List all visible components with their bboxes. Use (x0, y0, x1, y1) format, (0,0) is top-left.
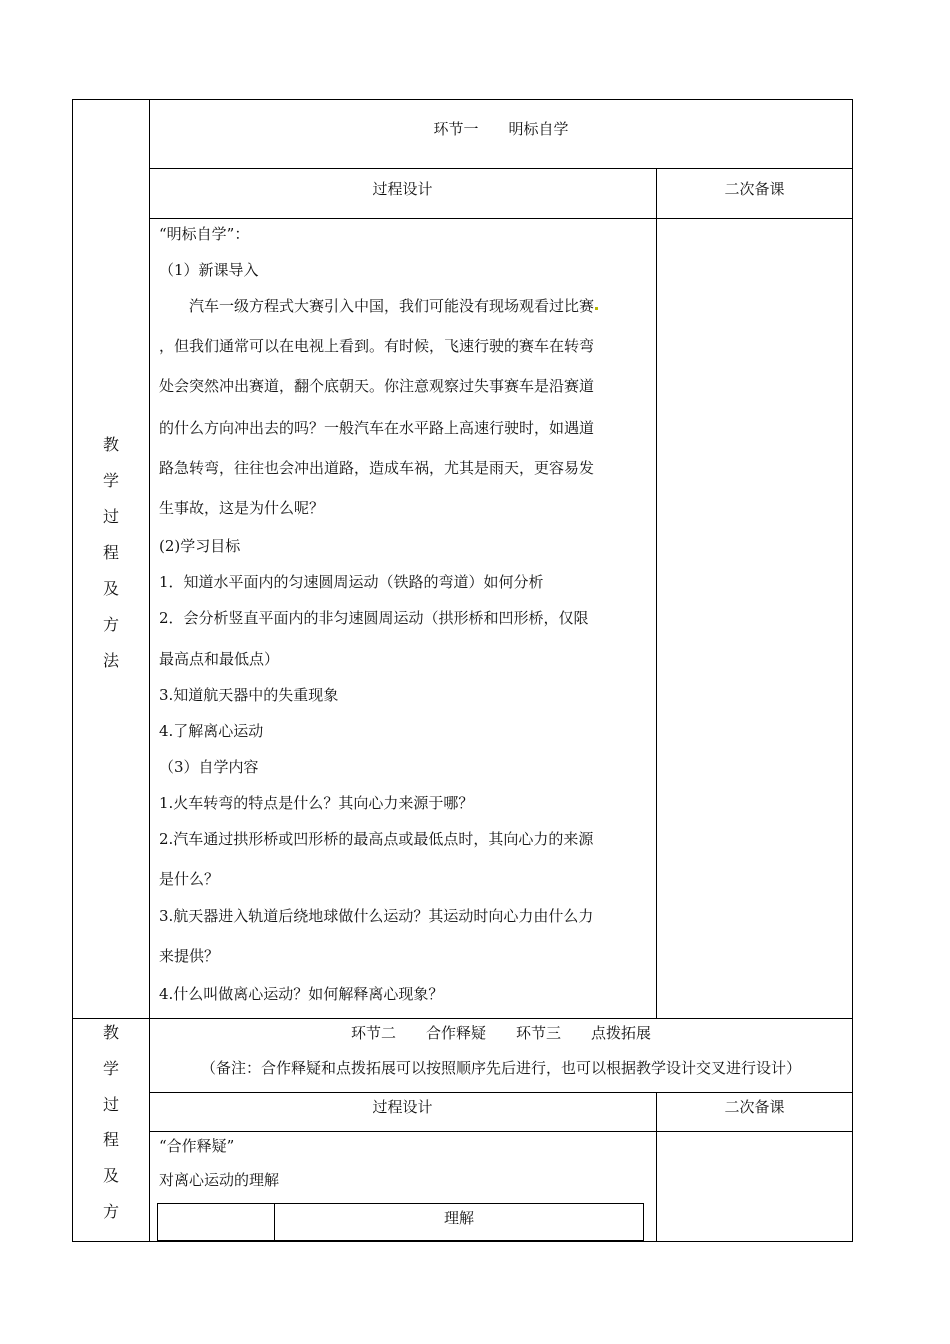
section2-line: 对离心运动的理解 (159, 1171, 280, 1189)
section1-prep-divider (656, 168, 657, 1019)
section2-title-divider (149, 1092, 853, 1093)
body-line: （1）新课导入 (159, 261, 259, 279)
inner-table-top (157, 1203, 644, 1204)
table-border-top (72, 99, 853, 100)
body-line: 4.什么叫做离心运动？如何解释离心现象？ (159, 985, 444, 1003)
body-line: 的什么方向冲出去的吗？一般汽车在水平路上高速行驶时，如遇道 (159, 419, 595, 437)
body-line: 1.火车转弯的特点是什么？其向心力来源于哪？ (159, 794, 474, 812)
side-char: 法 (102, 651, 119, 670)
body-line: 来提供？ (159, 947, 220, 965)
side-char: 程 (102, 1130, 119, 1149)
side-char: 学 (102, 471, 119, 490)
table-border-left (72, 99, 73, 1242)
section1-prep-header: 二次备课 (724, 180, 785, 198)
side-char: 过 (102, 1095, 119, 1114)
body-line: 2.汽车通过拱形桥或凹形桥的最高点或最低点时，其向心力的来源 (159, 830, 594, 848)
section1-title: 环节一 明标自学 (433, 120, 569, 138)
inner-table-header: 理解 (443, 1209, 474, 1227)
side-char: 程 (102, 543, 119, 562)
inner-table-right (643, 1203, 644, 1241)
side-char: 教 (102, 1023, 119, 1042)
inner-table-left (157, 1203, 158, 1241)
side-char: 方 (102, 615, 119, 634)
side-char: 方 (102, 1202, 119, 1221)
edit-mark (595, 307, 598, 310)
side-char: 教 (102, 435, 119, 454)
body-line: （3）自学内容 (159, 758, 259, 776)
table-border-bottom (72, 1241, 853, 1242)
body-line: 路急转弯，往往也会冲出道路，造成车祸，尤其是雨天，更容易发 (159, 459, 595, 477)
section1-process-header: 过程设计 (372, 180, 433, 198)
side-char: 学 (102, 1059, 119, 1078)
side-char: 过 (102, 507, 119, 526)
body-line: (2)学习目标 (159, 537, 241, 555)
body-line: “明标自学”： (159, 225, 250, 243)
body-line: ，但我们通常可以在电视上看到。有时候，飞速行驶的赛车在转弯 (159, 337, 595, 355)
section1-header-divider (149, 218, 853, 219)
body-line: 处会突然冲出赛道，翻个底朝天。你注意观察过失事赛车是沿赛道 (159, 377, 595, 395)
body-line: 生事故，这是为什么呢？ (159, 499, 325, 517)
section2-prep-header: 二次备课 (724, 1098, 785, 1116)
section2-header-divider (149, 1131, 853, 1132)
body-line: 是什么？ (159, 870, 220, 888)
section2-title: 环节二 合作释疑 环节三 点拨拓展 (350, 1024, 651, 1042)
body-line: 3.航天器进入轨道后绕地球做什么运动？其运动时向心力由什么力 (159, 907, 594, 925)
section2-process-header: 过程设计 (372, 1098, 433, 1116)
section2-line: “合作释疑” (159, 1137, 235, 1155)
body-line: 3.知道航天器中的失重现象 (159, 686, 339, 704)
body-line-with-mark (159, 297, 598, 315)
section-divider (72, 1018, 853, 1019)
inner-table-bottom (157, 1240, 644, 1241)
body-line: 最高点和最低点） (159, 650, 280, 668)
section1-title-divider (149, 168, 853, 169)
side-char: 及 (102, 579, 119, 598)
body-line: 2．会分析竖直平面内的非匀速圆周运动（拱形桥和凹形桥，仅限 (159, 609, 589, 627)
body-line: 汽车一级方程式大赛引入中国，我们可能没有现场观看过比赛 (159, 297, 595, 315)
section2-note: （备注：合作释疑和点拨拓展可以按照顺序先后进行，也可以根据教学设计交叉进行设计） (200, 1059, 801, 1077)
side-char: 及 (102, 1166, 119, 1185)
body-line: 4.了解离心运动 (159, 722, 264, 740)
body-line: 1．知道水平面内的匀速圆周运动（铁路的弯道）如何分析 (159, 573, 544, 591)
